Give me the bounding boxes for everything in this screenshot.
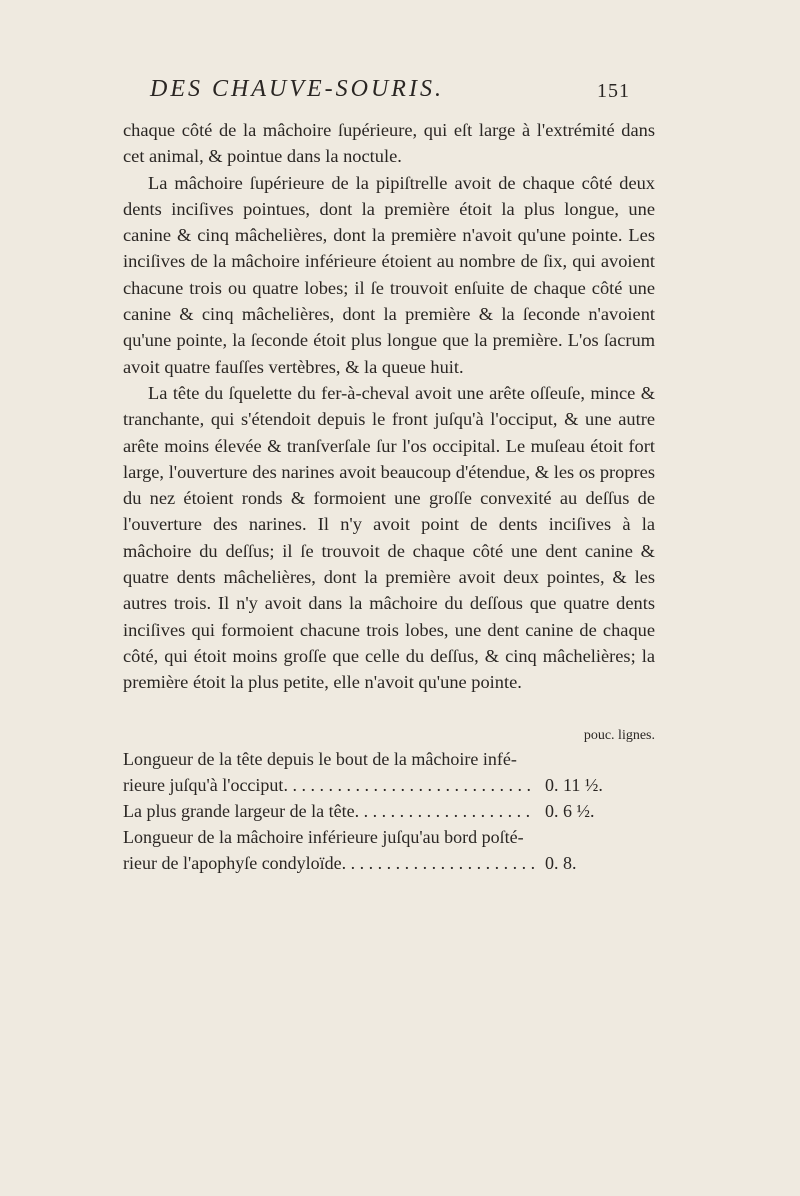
measurement-row	[123, 798, 655, 824]
measurement-label-line1: Longueur de la mâchoire inférieure juſqu'au bord poſté-	[123, 827, 524, 847]
leader-dots	[342, 850, 535, 876]
measurement-value: 0. 11 ½.	[545, 775, 603, 795]
measurement-row	[123, 746, 655, 798]
measurements-table	[123, 728, 655, 876]
measurement-label-line2: rieur de l'apophyſe condyloïde	[123, 853, 342, 873]
body-text	[123, 117, 655, 696]
leader-dots	[355, 798, 535, 824]
paragraph-fer-a-cheval: La tête du ſquelette du fer-à-cheval avoit une arête oſſeuſe, mince & tranchante, qui s'étendoit depuis le front juſqu'à l'occiput, & une autre arête moins élevée & tranſverſale ſur l'os occipital. Le muſeau étoit fort large, l'ouverture des narines avoit beaucoup d'étendue, & les os propres du nez étoient ronds & formoient une groſſe convexité au deſſus de l'ouverture des narines. Il n'y avoit point de dents inciſives à la mâchoire du deſſus; il ſe trouvoit de chaque côté une dent canine & quatre dents mâchelières, dont la première avoit deux pointes, & les autres trois. Il n'y avoit dans la mâchoire du deſſous que quatre dents inciſives qui formoient chacune trois lobes, une dent canine de chaque côté, qui étoit moins groſſe que celle du deſſus, & cinq mâchelières; la première étoit la plus petite, elle n'avoit qu'une pointe.	[123, 382, 655, 693]
page-number: 151	[597, 80, 630, 102]
measurement-label-line2: La plus grande largeur de la tête	[123, 801, 355, 821]
units-header: pouc. lignes.	[583, 728, 655, 743]
measurement-row	[123, 824, 655, 876]
measurement-label-line2: rieure juſqu'à l'occiput	[123, 775, 284, 795]
measurement-value: 0. 8.	[545, 853, 577, 873]
running-header	[150, 76, 630, 103]
leader-dots	[283, 772, 535, 798]
measurement-label-line1: Longueur de la tête depuis le bout de la mâchoire infé-	[123, 749, 517, 769]
running-title: DES CHAUVE-SOURIS.	[150, 76, 444, 102]
paragraph-continued: chaque côté de la mâchoire ſupérieure, qui eſt large à l'extrémité dans cet animal, & pointue dans la noctule.	[123, 120, 655, 167]
measurement-value: 0. 6 ½.	[545, 801, 595, 821]
paragraph-pipistrelle: La mâchoire ſupérieure de la pipiſtrelle avoit de chaque côté deux dents inciſives pointues, dont la première étoit la plus longue, une canine & cinq mâchelières, dont la première n'avoit qu'une pointe. Les inciſives de la mâchoire inférieure étoient au nombre de ſix, qui avoient chacune trois ou quatre lobes; il ſe trouvoit enſuite de chaque côté une canine & cinq mâchelières, dont la première & la ſeconde n'avoient qu'une pointe, la ſeconde étoit plus longue que la première. L'os ſacrum avoit quatre fauſſes vertèbres, & la queue huit.	[123, 172, 655, 377]
measurement-line	[123, 798, 655, 824]
measurement-line	[123, 772, 655, 798]
measurement-line	[123, 850, 655, 876]
